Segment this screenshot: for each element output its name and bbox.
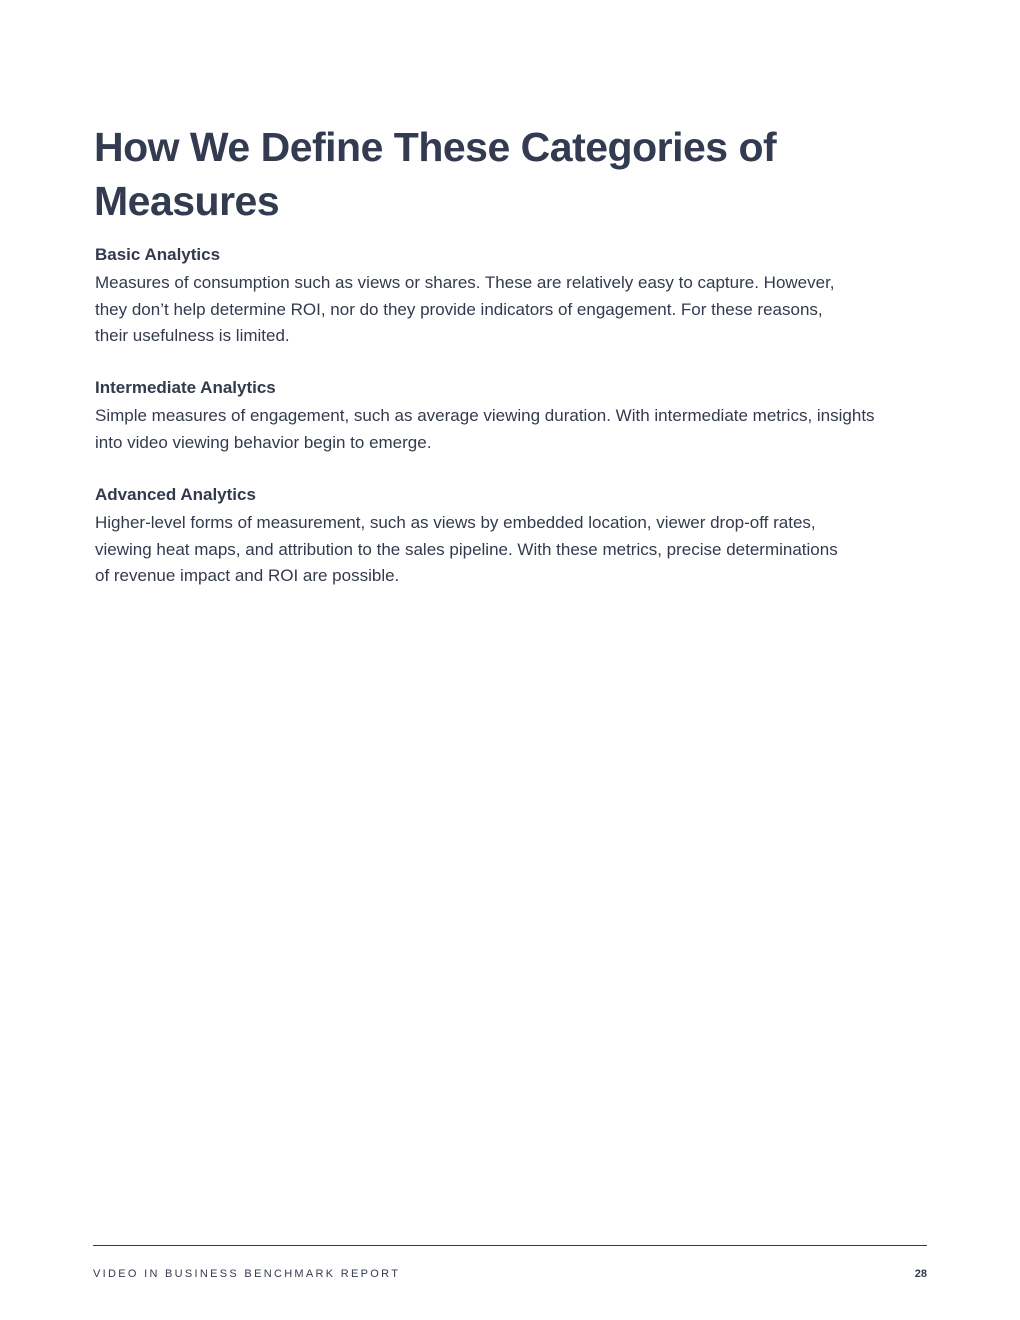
section-intermediate-analytics: [95, 376, 895, 456]
page-number: 28: [914, 1268, 927, 1280]
section-body: Simple measures of engagement, such as average viewing duration. With intermediate metrics, insights into video viewing behavior begin to emerge.: [95, 406, 875, 452]
section-heading: Intermediate Analytics: [95, 378, 276, 397]
section-basic-analytics: [95, 243, 895, 350]
section-heading: Basic Analytics: [95, 245, 221, 264]
footer-report-name: VIDEO IN BUSINESS BENCHMARK REPORT: [93, 1268, 401, 1280]
section-advanced-analytics: [95, 483, 895, 590]
section-heading: Advanced Analytics: [95, 485, 256, 504]
section-body: Measures of consumption such as views or shares. These are relatively easy to capture. However, they don’t help determine ROI, nor do they provide indicators of engagement. For these reasons, their usefulness is limited.: [95, 273, 835, 345]
page-title: How We Define These Categories of Measures: [94, 124, 777, 224]
section-body: Higher-level forms of measurement, such as views by embedded location, viewer drop-off rates, viewing heat maps, and attribution to the sales pipeline. With these metrics, precise determinations of revenue impact and ROI are possible.: [95, 513, 838, 585]
footer-divider: [93, 1245, 927, 1246]
